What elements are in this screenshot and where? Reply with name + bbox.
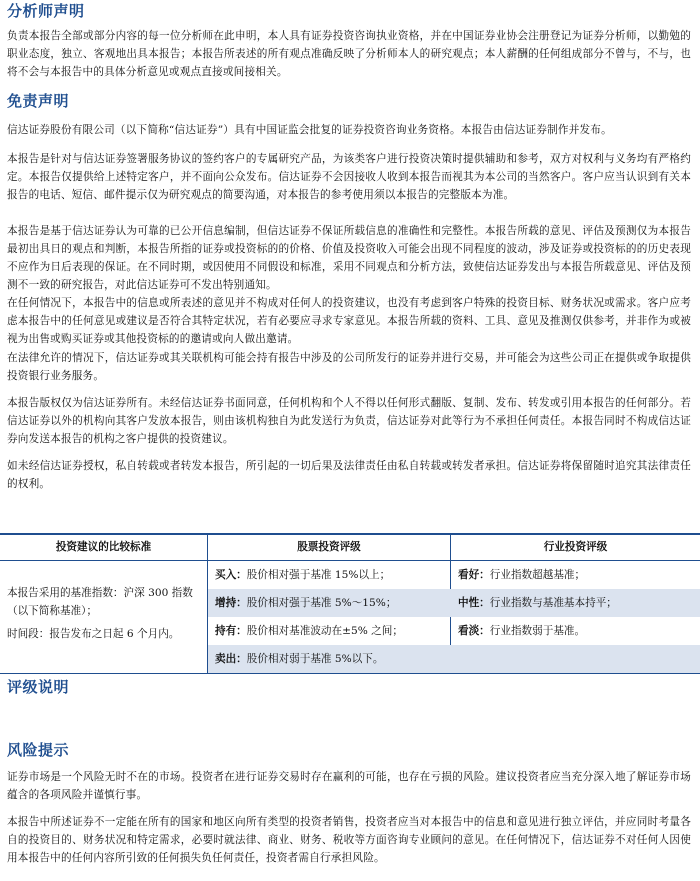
stock-rating-buy — [215, 561, 390, 589]
risk-paragraph: 本报告中所述证券不一定能在所有的国家和地区向所有类型的投资者销售，投资者应当对本报告中的信息和意见进行独立评估，并应同时考量各自的投资目的、财务状况和特定需求，必要时就法律、商业、财务、税收等方面咨询专业顾问的意见。在任何情况下，信达证券不对任何人因使用本报告中的任何内容所引致的任何损失负任何责任，投资者需自行承担风险。 — [7, 816, 691, 864]
table-bottom-rule — [0, 673, 700, 674]
disclaimer-heading: 免责声明 — [7, 92, 70, 110]
disclaimer-paragraph: 信达证券股份有限公司（以下简称“信达证券”）具有中国证监会批复的证券投资咨询业务资格。本报告由信达证券制作并发布。 — [7, 124, 612, 136]
table-header-benchmark: 投资建议的比较标准 — [55, 541, 152, 553]
stock-rating-overweight — [215, 589, 396, 617]
analyst-statement-text: 负责本报告全部或部分内容的每一位分析师在此申明，本人具有证券投资咨询执业资格，并在中国证券业协会注册登记为证券分析师，以勤勉的职业态度，独立、客观地出具本报告；本报告所表述的所有观点准确反映了分析师本人的研究观点；本人薪酬的任何组成部分不曾与，不与，也将不会与本报告中的具体分析意见或观点直接或间接相关。 — [7, 30, 691, 78]
risk-heading: 风险提示 — [7, 741, 70, 759]
rating-label: 持有： — [215, 625, 247, 637]
rating-note-heading: 评级说明 — [7, 678, 70, 696]
rating-label: 中性： — [458, 597, 490, 609]
rating-label: 看好： — [458, 569, 490, 581]
disclaimer-paragraph: 在任何情况下，本报告中的信息或所表述的意见并不构成对任何人的投资建议，也没有考虑到客户特殊的投资目标、财务状况或需求。客户应考虑本报告中的任何意见或建议是否符合其特定状况，若有必要应寻求专家意见。本报告所载的资料、工具、意见及推测仅供参考，并非作为或被视为出售或购买证券或其他投资标的的邀请或向人做出邀请。 — [7, 297, 691, 345]
table-header-industry-rating: 行业投资评级 — [543, 541, 608, 553]
disclaimer-paragraph: 本报告版权仅为信达证券所有。未经信达证券书面同意，任何机构和个人不得以任何形式翻版、复制、发布、转发或引用本报告的任何部分。若信达证券以外的机构向其客户发放本报告，则由该机构独自为此发送行为负责，信达证券对此等行为不承担任何责任。本报告同时不构成信达证券向发送本报告的机构之客户提供的投资建议。 — [7, 397, 691, 445]
industry-rating-positive — [458, 561, 585, 589]
period-text: 时间段：报告发布之日起 6 个月内。 — [7, 628, 180, 640]
risk-paragraph: 证券市场是一个风险无时不在的市场。投资者在进行证券交易时存在赢利的可能，也存在亏损的风险。建议投资者应当充分深入地了解证券市场蕴含的各项风险并谨慎行事。 — [7, 771, 691, 801]
rating-desc: 股价相对基准波动在±5% 之间； — [246, 625, 403, 637]
rating-label: 看淡： — [458, 625, 490, 637]
rating-desc: 股价相对强于基准 15%以上； — [246, 569, 391, 581]
disclaimer-paragraph: 本报告是基于信达证券认为可靠的已公开信息编制，但信达证券不保证所载信息的准确性和完整性。本报告所载的意见、评估及预测仅为本报告最初出具日的观点和判断，本报告所指的证券或投资标的的价格、价值及投资收入可能会出现不同程度的波动，涉及证券或投资标的的历史表现不应作为日后表现的保证。在不同时期，或因使用不同假设和标准，采用不同观点和分析方法，致使信达证券发出与本报告所载意见、评估及预测不一致的研究报告，对此信达证券可不发出特别通知。 — [7, 225, 691, 291]
industry-rating-negative — [458, 617, 585, 645]
rating-desc: 行业指数弱于基准。 — [489, 625, 586, 637]
rating-label: 卖出： — [215, 653, 247, 665]
rating-desc: 行业指数超越基准； — [489, 569, 586, 581]
stock-rating-hold — [215, 617, 403, 645]
benchmark-text: 本报告采用的基准指数：沪深 300 指数（以下简称基准）； — [7, 587, 193, 617]
rating-label: 买入： — [215, 569, 247, 581]
analyst-statement-heading: 分析师声明 — [7, 2, 85, 20]
disclaimer-paragraph: 如未经信达证券授权，私自转载或者转发本报告，所引起的一切后果及法律责任由私自转载或转发者承担。信达证券将保留随时追究其法律责任的权利。 — [7, 460, 691, 490]
disclaimer-paragraph: 本报告是针对与信达证券签署服务协议的签约客户的专属研究产品，为该类客户进行投资决策时提供辅助和参考，双方对权利与义务均有严格约定。本报告仅提供给上述特定客户，并不面向公众发布。信达证券不会因接收人收到本报告而视其为本公司的当然客户。客户应当认识到有关本报告的电话、短信、邮件提示仅为研究观点的简要沟通，对本报告的参考使用须以本报告的完整版本为准。 — [7, 153, 691, 201]
stock-rating-sell — [215, 645, 384, 673]
rating-desc: 股价相对弱于基准 5%以下。 — [246, 653, 384, 665]
rating-desc: 股价相对强于基准 5%～15%； — [246, 597, 397, 609]
rating-label: 增持： — [215, 597, 247, 609]
rating-desc: 行业指数与基准基本持平； — [489, 597, 617, 609]
disclaimer-paragraph: 在法律允许的情况下，信达证券或其关联机构可能会持有报告中涉及的公司所发行的证券并进行交易，并可能会为这些公司正在提供或争取提供投资银行业务服务。 — [7, 352, 691, 382]
table-header-stock-rating: 股票投资评级 — [297, 541, 361, 553]
industry-rating-neutral — [458, 589, 617, 617]
